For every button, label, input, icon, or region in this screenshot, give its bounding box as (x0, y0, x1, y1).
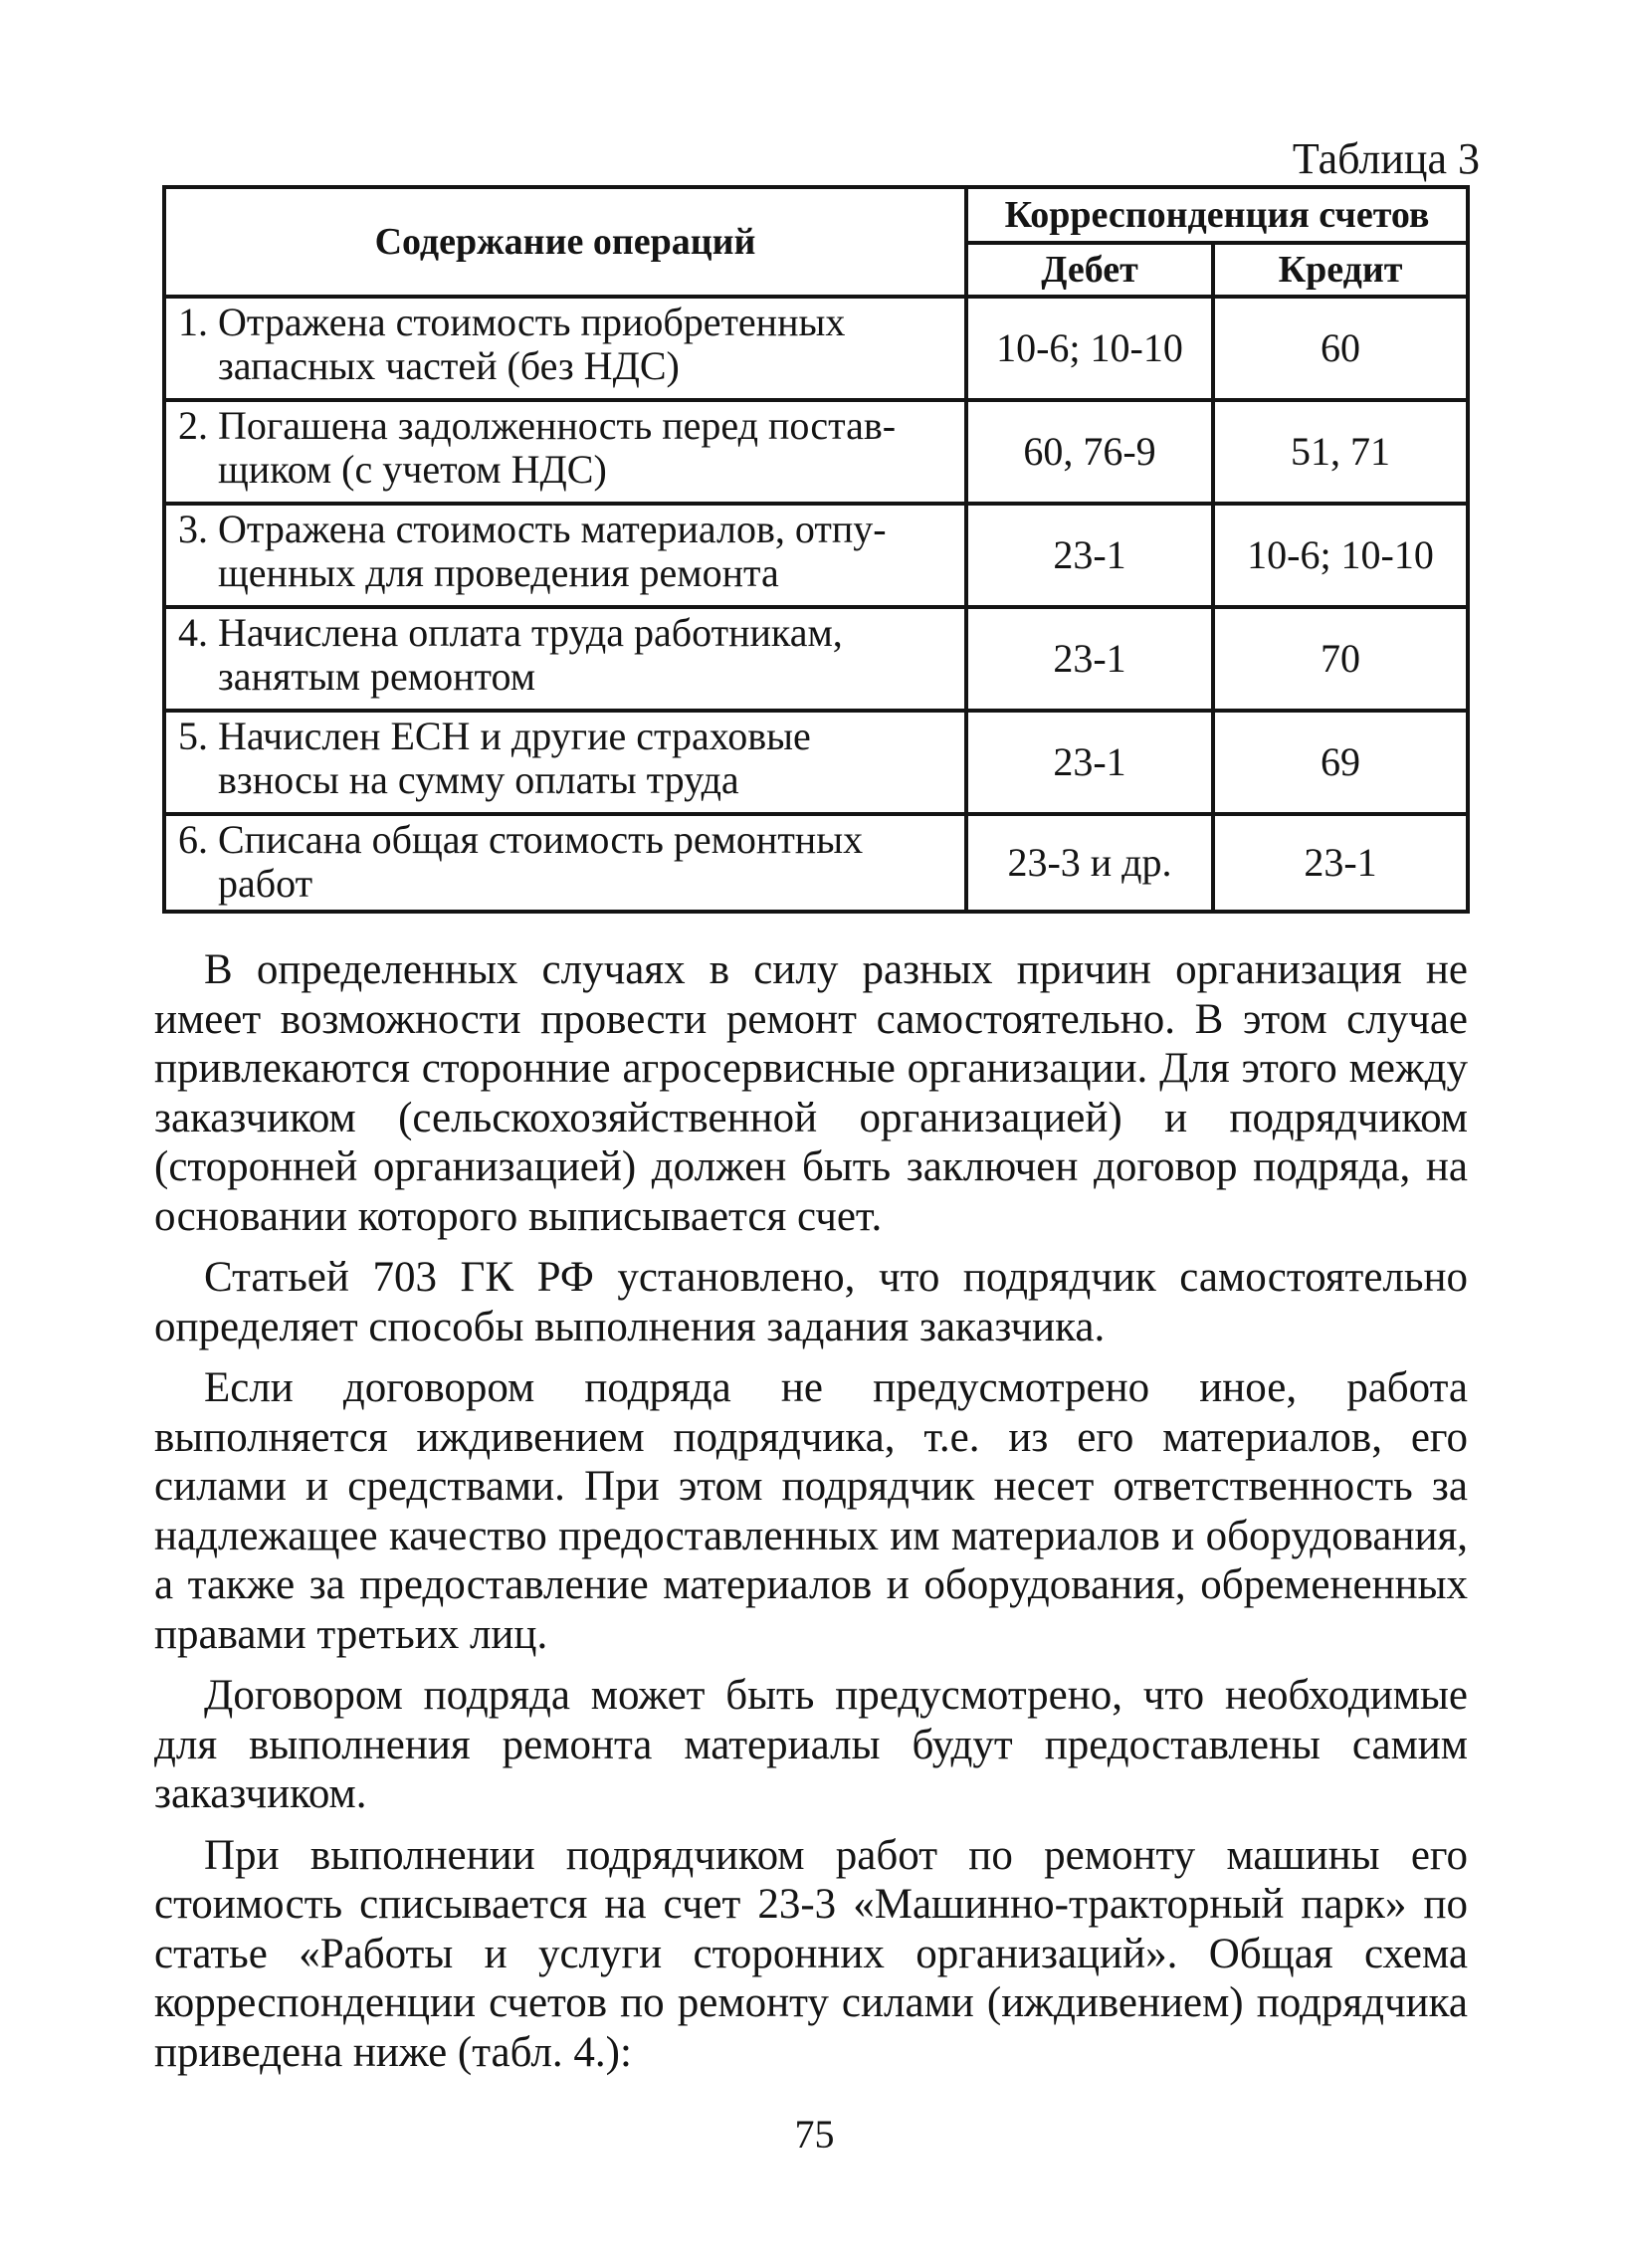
table-row (164, 607, 1468, 711)
operation-line: работ (218, 861, 313, 906)
paragraph: Договором подряда может быть предусмотрено, что необходимые для выполнения ремонта материалы будут предоставлены самим заказчиком. (154, 1672, 1468, 1817)
operation-line: 1. Отражена стоимость приобретенных (178, 300, 846, 344)
table-row (164, 504, 1468, 607)
operation-cell (164, 504, 966, 607)
paragraph: В определенных случаях в силу разных причин организация не имеет возможности провести ремонт самостоятельно. В этом случае привлекаются сторонние агросервисные организации. Для этого между заказчиком (сельскохозяйственной организацией) и подрядчиком (сторонней организацией) должен быть заключен договор подряда, на основании которого выписывается счет. (154, 946, 1468, 1240)
table-row (164, 814, 1468, 912)
operation-line: 4. Начислена оплата труда работникам, (178, 610, 843, 655)
debit-cell: 23-1 (966, 504, 1213, 607)
operation-line: занятым ремонтом (218, 654, 536, 699)
body-text (154, 945, 1468, 2089)
operation-line: 3. Отражена стоимость материалов, отпу- (178, 507, 887, 551)
header-debit: Дебет (966, 243, 1213, 297)
operation-cell (164, 400, 966, 504)
debit-cell: 23-1 (966, 711, 1213, 814)
table-row (164, 297, 1468, 400)
header-correspondence: Корреспонденция счетов (966, 187, 1468, 243)
debit-cell: 10-6; 10-10 (966, 297, 1213, 400)
operation-line: 6. Списана общая стоимость ремонтных (178, 817, 864, 862)
paragraph: При выполнении подрядчиком работ по ремонту машины его стоимость списывается на счет 23-3 «Машинно-тракторный парк» по статье «Работы и услуги сторонних организаций». Общая схема корреспонденции счетов по ремонту силами (иждивением) подрядчика приведена ниже (табл. 4.): (154, 1831, 1468, 2076)
credit-cell: 60 (1213, 297, 1468, 400)
operations-table (162, 185, 1470, 914)
credit-cell: 23-1 (1213, 814, 1468, 912)
operation-line: запасных частей (без НДС) (218, 343, 680, 388)
operation-line: щиком (с учетом НДС) (218, 447, 607, 492)
table-caption: Таблица 3 (1292, 134, 1480, 183)
operation-cell (164, 711, 966, 814)
debit-cell: 23-3 и др. (966, 814, 1213, 912)
table-row (164, 711, 1468, 814)
debit-cell: 60, 76-9 (966, 400, 1213, 504)
credit-cell: 10-6; 10-10 (1213, 504, 1468, 607)
operation-line: 2. Погашена задолженность перед постав- (178, 403, 897, 448)
operation-cell (164, 607, 966, 711)
header-credit: Кредит (1213, 243, 1468, 297)
page-number: 75 (794, 2112, 835, 2157)
debit-cell: 23-1 (966, 607, 1213, 711)
paragraph: Статьей 703 ГК РФ установлено, что подрядчик самостоятельно определяет способы выполнения задания заказчика. (154, 1254, 1468, 1350)
paragraph: Если договором подряда не предусмотрено иное, работа выполняется иждивением подрядчика, т.е. из его материалов, его силами и средствами. При этом подрядчик несет ответственность за надлежащее качество предоставленных им материалов и оборудования, а также за предоставление материалов и оборудования, обремененных правами третьих лиц. (154, 1364, 1468, 1658)
operation-cell (164, 297, 966, 400)
operation-cell (164, 814, 966, 912)
operation-line: 5. Начислен ЕСН и другие страховые (178, 714, 811, 758)
credit-cell: 69 (1213, 711, 1468, 814)
credit-cell: 70 (1213, 607, 1468, 711)
operation-line: взносы на сумму оплаты труда (218, 757, 739, 802)
table-row (164, 400, 1468, 504)
operation-line: щенных для проведения ремонта (218, 550, 779, 595)
header-operation: Содержание операций (164, 187, 966, 297)
credit-cell: 51, 71 (1213, 400, 1468, 504)
